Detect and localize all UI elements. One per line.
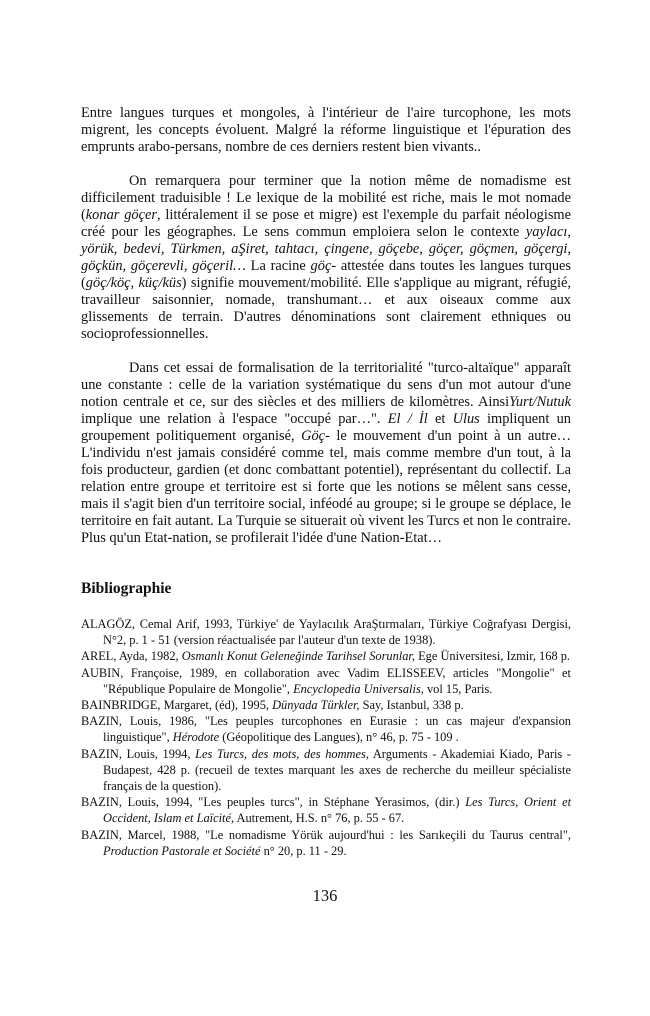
text-run: ALAGÖZ, Cemal Arif, 1993, Türkiye' de Yaylacılık AraŞtırmaları, Türkiye Coğrafyası Dergisi, N°2, p. 1 - 51 (version réactualisée par l'auteur d'un texte de 1938). bbox=[81, 617, 571, 648]
text-run: attestée dans toutes les langues turques ( bbox=[81, 258, 571, 291]
italic-text: Dünyada Türkler, bbox=[272, 698, 360, 713]
bibliography-list bbox=[81, 616, 571, 859]
text-run: , Arguments - Akademiai Kiado, Paris - Budapest, 428 p. (recueil de textes marquant les axes de recherche du meilleur spécialiste français de la question). bbox=[103, 746, 571, 794]
page-number: 136 bbox=[312, 886, 338, 905]
bibliography-entry bbox=[81, 648, 571, 664]
italic-text: Göç- bbox=[301, 428, 330, 444]
italic-text: Production Pastorale et Société bbox=[103, 843, 261, 858]
italic-text: Hérodote bbox=[172, 730, 220, 745]
text-run: Dans cet essai de formalisation de la territorialité "turco-altaïque" apparaît une constante : celle de la variation systématique du sens d'un mot autour d'une notion centrale et ce, sur des siècles et des milliers de kilomètres. Ainsi bbox=[81, 360, 571, 410]
text-run: , Autrement, H.S. n° 76, p. 55 - 67. bbox=[231, 811, 405, 826]
text-run: BAZIN, Louis, 1994, bbox=[81, 746, 196, 761]
paragraph bbox=[81, 360, 571, 547]
text-run: impliquent un groupement politiquement organisé, bbox=[81, 411, 571, 444]
italic-text: Les Turcs, Orient et Occident, Islam et Laïcité bbox=[103, 795, 572, 826]
text-run: AUBIN, Françoise, 1989, en collaboration avec Vadim ELISSEEV, articles "Mongolie" et "République Populaire de Mongolie", bbox=[81, 665, 571, 696]
text-run: AREL, Ayda, 1982, bbox=[81, 649, 182, 664]
body-text bbox=[81, 105, 571, 564]
italic-text: Les Turcs, des mots, des hommes bbox=[195, 746, 366, 761]
text-run: BAZIN, Louis, 1994, "Les peuples turcs", in Stéphane Yerasimos, (dir.) bbox=[81, 795, 466, 810]
bibliography-heading: Bibliographie bbox=[81, 580, 172, 597]
text-run: ) signifie mouvement/mobilité. Elle s'applique au migrant, réfugié, travailleur saisonnier, nomade, transhumant… et aux oiseaux comme aux glissements de terrain. D'autres dénominations sont clairement ethniques ou socioprofessionnelles. bbox=[81, 275, 571, 342]
bibliography-entry bbox=[81, 616, 571, 648]
text-run: On remarquera pour terminer que la notion même de nomadisme est difficilement traduisible ! Le lexique de la mobilité est riche, mais le mot nomade ( bbox=[81, 173, 571, 223]
text-run: Entre langues turques et mongoles, à l'intérieur de l'aire turcophone, les mots migrent, les concepts évoluent. Malgré la réforme linguistique et l'épuration des emprunts arabo-persans, nombre de ces derniers restent bien vivants.. bbox=[81, 105, 571, 155]
bibliography-entry bbox=[81, 746, 571, 795]
italic-text: konar göçer bbox=[85, 207, 157, 223]
italic-text: Ulus bbox=[452, 411, 480, 427]
text-run: La racine bbox=[245, 258, 311, 274]
italic-text: Encyclopedia Universalis bbox=[293, 681, 421, 696]
text-run: (Géopolitique des Langues), n° 46, p. 75 - 109 . bbox=[219, 730, 459, 745]
italic-text: göç/köç, küç/küs bbox=[85, 275, 182, 291]
text-run: BAZIN, Marcel, 1988, "Le nomadisme Yörük aujourd'hui : les Sarıkeçili du Taurus central", bbox=[81, 827, 571, 842]
italic-text: Osmanlı Konut Geleneğinde Tarihsel Sorunlar, bbox=[181, 649, 415, 664]
bibliography-entry bbox=[81, 697, 571, 713]
text-run: Say, Istanbul, 338 p. bbox=[359, 698, 464, 713]
text-run: le mouvement d'un point à un autre… L'individu n'est jamais considéré comme tel, mais comme membre d'un tout, à la fois producteur, gardien (et donc combattant potentiel), représentant du collectif. La relation entre groupe et territoire est si forte que les notions se mêlent sans cesse, mais il s'agit bien d'un territoire social, inféodé au groupe; si le groupe se déplace, le territoire en fait autant. La Turquie se situerait où vivent les Turcs et non le contraire. Plus qu'un Etat-nation, se profilerait l'idée d'une Nation-Etat… bbox=[81, 428, 571, 546]
bibliography-entry bbox=[81, 713, 571, 745]
paragraph bbox=[81, 105, 571, 156]
text-run: BAINBRIDGE, Margaret, (éd), 1995, bbox=[81, 698, 273, 713]
bibliography-entry bbox=[81, 827, 571, 859]
text-run: , vol 15, Paris. bbox=[420, 681, 493, 696]
text-run: , littéralement il se pose et migre) est l'exemple du parfait néologisme créé pour les géographes. Le sens commun emploiera selon le contexte bbox=[81, 207, 572, 240]
text-run: n° 20, p. 11 - 29. bbox=[260, 843, 347, 858]
italic-text: El / İl bbox=[387, 411, 428, 427]
bibliography-entry bbox=[81, 665, 571, 697]
paragraph bbox=[81, 173, 571, 343]
bibliography-entry bbox=[81, 794, 571, 826]
italic-text: Yurt/Nutuk bbox=[509, 394, 571, 410]
text-run: Ege Üniversitesi, Izmir, 168 p. bbox=[414, 649, 571, 664]
text-run: BAZIN, Louis, 1986, "Les peuples turcophones en Eurasie : un cas majeur d'expansion linguistique", bbox=[81, 714, 571, 745]
text-run: implique une relation à l'espace "occupé par…". bbox=[81, 411, 388, 427]
italic-text: göç- bbox=[310, 258, 337, 274]
text-run: et bbox=[427, 411, 453, 427]
italic-text: yaylacı, yörük, bedevi, Türkmen, aŞiret, tahtacı, çingene, göçebe, göçer, göçmen, göçergi, göçkün, göçerevli, göçeril… bbox=[81, 224, 571, 274]
